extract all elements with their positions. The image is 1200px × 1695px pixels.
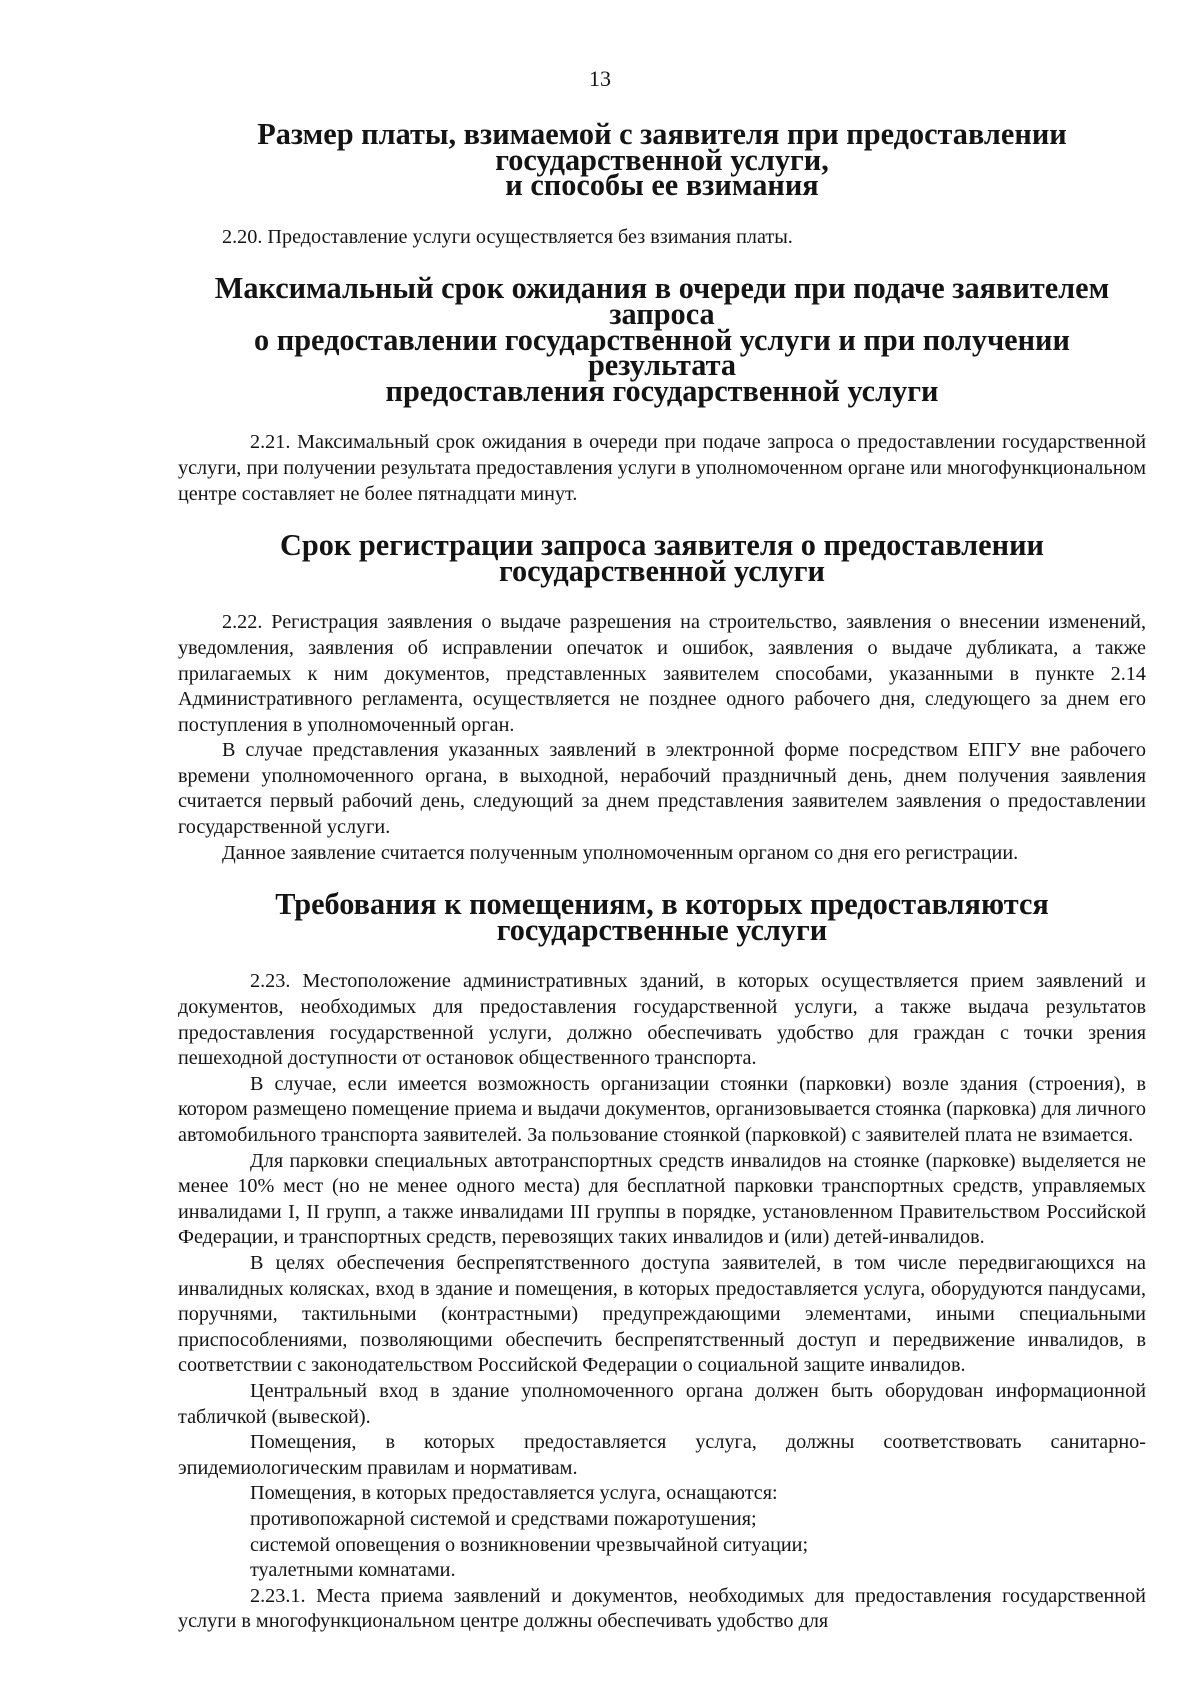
heading-line: Требования к помещениям, в которых предоставляются государственные услуги [275, 887, 1049, 947]
list-item: противопожарной системой и средствами пожаротушения; [250, 1507, 757, 1530]
heading-line: Размер платы, взимаемой с заявителя при предоставлении государственной услуги, [257, 117, 1067, 177]
paragraph-2-23-1: 2.23.1. Места приема заявлений и документов, необходимых для предоставления государственной услуги в многофункциональном центре должны обеспечивать удобство для [178, 1584, 1146, 1633]
paragraph-electronic-form: В случае представления указанных заявлений в электронной форме посредством ЕПГУ вне рабочего времени уполномоченного органа, в выходной, нерабочий праздничный день, днем получения заявления считается первый рабочий день, следующий за днем представления заявителем заявления о предоставлении государственной услуги. [178, 739, 1146, 839]
section-heading-fee [178, 117, 1146, 203]
paragraph-disabled-parking: Для парковки специальных автотранспортных средств инвалидов на стоянке (парковке) выделяется не менее 10% мест (но не менее одного места) для бесплатной парковки транспортных средств, управляемых инвалидами I, II групп, а также инвалидами III группы в порядке, установленном Правительством Российской Федерации, и транспортных средств, перевозящих таких инвалидов и (или) детей-инвалидов. [178, 1149, 1146, 1249]
paragraph-sanitary: Помещения, в которых предоставляется услуга, должны соответствовать санитарно-эпидемиологическим правилам и нормативам. [178, 1431, 1146, 1479]
paragraph-accessibility: В целях обеспечения беспрепятственного доступа заявителей, в том числе передвигающихся на инвалидных колясках, вход в здание и помещения, в которых предоставляется услуга, оборудуются пандусами, поручнями, тактильными (контрастными) предупреждающими элементами, иными специальными приспособлениями, позволяющими обеспечить беспрепятственный доступ и передвижение инвалидов, в соответствии с законодательством Российской Федерации о социальной защите инвалидов. [178, 1251, 1146, 1377]
section-heading-queue-time [178, 271, 1146, 408]
paragraph-2-21: 2.21. Максимальный срок ожидания в очереди при подаче запроса о предоставлении государственной услуги, при получении результата предоставления услуги в уполномоченном органе или многофункциональном центре составляет не более пятнадцати минут. [178, 431, 1146, 505]
list-item: системой оповещения о возникновении чрезвычайной ситуации; [250, 1533, 809, 1556]
paragraph-2-22: 2.22. Регистрация заявления о выдаче разрешения на строительство, заявления о внесении изменений, уведомления, заявления об исправлении опечаток и ошибок, заявления о выдаче дубликата, а также прилагаемых к ним документов, представленных заявителем способами, указанными в пункте 2.14 Административного регламента, осуществляется не позднее одного рабочего дня, следующего за днем его поступления в уполномоченный орган. [178, 611, 1146, 736]
heading-line: о предоставлении государственной услуги и при получении результата [254, 322, 1070, 383]
section-heading-premises [178, 887, 1146, 947]
paragraph-parking: В случае, если имеется возможность организации стоянки (парковки) возле здания (строения), в котором размещено помещение приема и выдачи документов, организовывается стоянка (парковка) для личного автомобильного транспорта заявителей. За пользование стоянкой (парковкой) с заявителей плата не взимается. [178, 1072, 1146, 1146]
heading-line: Максимальный срок ожидания в очереди при подаче заявителем запроса [214, 271, 1110, 331]
paragraph-central-entrance: Центральный вход в здание уполномоченного органа должен быть оборудован информационной табличкой (вывеской). [178, 1379, 1146, 1428]
document-body [178, 117, 1146, 1635]
list-item: туалетными комнатами. [250, 1559, 456, 1582]
paragraph-2-20: 2.20. Предоставление услуги осуществляется без взимания платы. [222, 225, 793, 248]
section-heading-registration [178, 528, 1146, 588]
heading-line: предоставления государственной услуги [385, 373, 939, 408]
paragraph-received: Данное заявление считается полученным уполномоченным органом со дня его регистрации. [222, 841, 1019, 864]
page-number: 13 [589, 66, 611, 91]
heading-line: и способы ее взимания [505, 168, 819, 203]
heading-line: Срок регистрации запроса заявителя о предоставлении государственной услуги [280, 528, 1044, 588]
paragraph-equipment-intro: Помещения, в которых предоставляется услуга, оснащаются: [250, 1482, 778, 1505]
paragraph-2-23: 2.23. Местоположение административных зданий, в которых осуществляется прием заявлений и документов, необходимых для предоставления государственной услуги, а также выдача результатов предоставления государственной услуги, должно обеспечивать удобство для граждан с точки зрения пешеходной доступности от остановок общественного транспорта. [178, 970, 1146, 1070]
